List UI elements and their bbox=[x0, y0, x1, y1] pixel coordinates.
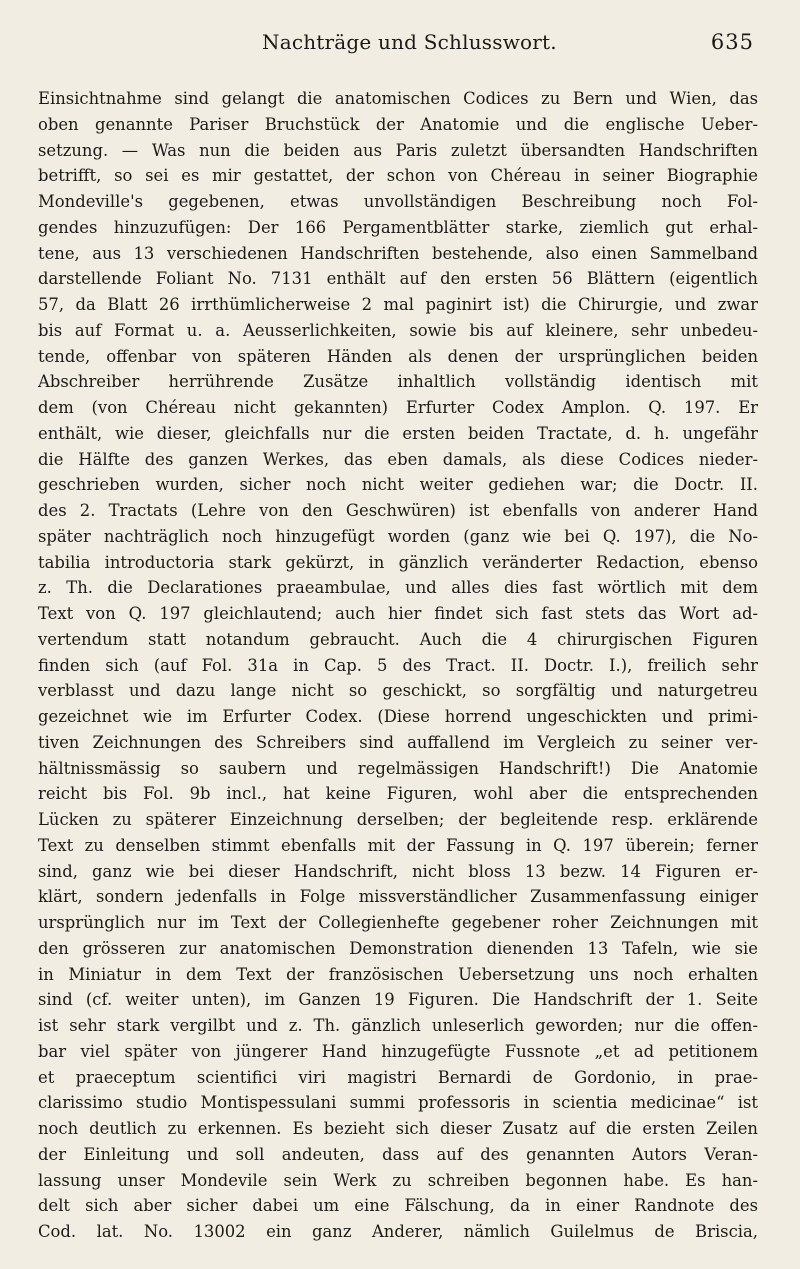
text-line: die Hälfte des ganzen Werkes, das eben damals, als diese Codices nieder- bbox=[38, 449, 758, 469]
text-line: gezeichnet wie im Erfurter Codex. (Diese horrend ungeschickten und primi- bbox=[38, 707, 758, 726]
text-line: oben genannte Pariser Bruchstück der Anatomie und die englische Ueber- bbox=[38, 114, 758, 134]
page-header bbox=[0, 30, 800, 62]
text-line: z. Th. die Declarationes praeambulae, und alles dies fast wörtlich mit dem bbox=[38, 578, 758, 598]
text-line: des 2. Tractats (Lehre von den Geschwüren) ist ebenfalls von anderer Hand bbox=[38, 501, 758, 520]
text-line: in Miniatur in dem Text der französischen Uebersetzung uns noch erhalten bbox=[38, 964, 758, 984]
text-line: tabilia introductoria stark gekürzt, in gänzlich veränderter Redaction, ebenso bbox=[38, 552, 758, 572]
body-text bbox=[38, 86, 758, 1245]
text-line: gendes hinzuzufügen: Der 166 Pergamentblätter starke, ziemlich gut erhal- bbox=[38, 217, 758, 237]
text-line: ist sehr stark vergilbt und z. Th. gänzlich unleserlich geworden; nur die offen- bbox=[38, 1016, 758, 1035]
text-line: clarissimo studio Montispessulani summi professoris in scientia medicinae“ ist bbox=[38, 1093, 758, 1113]
text-line: später nachträglich noch hinzugefügt worden (ganz wie bei Q. 197), die No- bbox=[38, 526, 758, 546]
text-line: reicht bis Fol. 9b incl., hat keine Figuren, wohl aber die entsprechenden bbox=[38, 784, 758, 804]
text-line: tiven Zeichnungen des Schreibers sind auffallend im Vergleich zu seiner ver- bbox=[38, 732, 758, 752]
text-line: lassung unser Mondevile sein Werk zu schreiben begonnen habe. Es han- bbox=[38, 1170, 758, 1190]
text-line: bis auf Format u. a. Aeusserlichkeiten, sowie bis auf kleinere, sehr unbedeu- bbox=[38, 320, 758, 340]
text-line: Abschreiber herrührende Zusätze inhaltlich vollständig identisch mit bbox=[38, 372, 758, 392]
text-line: Mondeville's gegebenen, etwas unvollständigen Beschreibung noch Fol- bbox=[38, 192, 758, 211]
page-number: 635 bbox=[710, 30, 754, 54]
text-line: et praeceptum scientifici viri magistri Bernardi de Gordonio, in prae- bbox=[38, 1067, 758, 1087]
running-title: Nachträge und Schlusswort. bbox=[262, 30, 557, 54]
text-line: vertendum statt notandum gebraucht. Auch die 4 chirurgischen Figuren bbox=[38, 629, 758, 649]
text-line: enthält, wie dieser, gleichfalls nur die ersten beiden Tractate, d. h. ungefähr bbox=[38, 423, 758, 443]
text-line: setzung. — Was nun die beiden aus Paris zuletzt übersandten Handschriften bbox=[38, 140, 758, 160]
text-line: hältnissmässig so saubern und regelmässigen Handschrift!) Die Anatomie bbox=[38, 758, 758, 778]
text-line: sind, ganz wie bei dieser Handschrift, nicht bloss 13 bezw. 14 Figuren er- bbox=[38, 861, 758, 881]
text-line: delt sich aber sicher dabei um eine Fälschung, da in einer Randnote des bbox=[38, 1196, 758, 1216]
text-line: Text zu denselben stimmt ebenfalls mit der Fassung in Q. 197 überein; ferner bbox=[38, 835, 758, 855]
text-line: tene, aus 13 verschiedenen Handschriften bestehende, also einen Sammelband bbox=[38, 243, 758, 263]
text-line: den grösseren zur anatomischen Demonstration dienenden 13 Tafeln, wie sie bbox=[38, 938, 758, 958]
text-line: dem (von Chéreau nicht gekannten) Erfurter Codex Amplon. Q. 197. Er bbox=[38, 398, 758, 417]
text-line: darstellende Foliant No. 7131 enthält auf den ersten 56 Blättern (eigentlich bbox=[38, 269, 758, 289]
text-line: Text von Q. 197 gleichlautend; auch hier findet sich fast stets das Wort ad- bbox=[38, 604, 758, 623]
text-line: betrifft, so sei es mir gestattet, der schon von Chéreau in seiner Biographie bbox=[38, 166, 758, 186]
text-line: geschrieben wurden, sicher noch nicht weiter gediehen war; die Doctr. II. bbox=[38, 475, 758, 495]
text-line: Lücken zu späterer Einzeichnung derselben; der begleitende resp. erklärende bbox=[38, 810, 758, 829]
text-line: noch deutlich zu erkennen. Es bezieht sich dieser Zusatz auf die ersten Zeilen bbox=[38, 1119, 758, 1138]
text-line: 57, da Blatt 26 irrthümlicherweise 2 mal paginirt ist) die Chirurgie, und zwar bbox=[38, 295, 758, 314]
text-line: klärt, sondern jedenfalls in Folge missverständlicher Zusammenfassung einiger bbox=[38, 887, 758, 907]
text-line: finden sich (auf Fol. 31a in Cap. 5 des Tract. II. Doctr. I.), freilich sehr bbox=[38, 655, 758, 675]
text-line: tende, offenbar von späteren Händen als denen der ursprünglichen beiden bbox=[38, 346, 758, 366]
text-line: bar viel später von jüngerer Hand hinzugefügte Fussnote „et ad petitionem bbox=[38, 1041, 758, 1061]
text-line: verblasst und dazu lange nicht so geschickt, so sorgfältig und naturgetreu bbox=[38, 681, 758, 701]
text-line: Cod. lat. No. 13002 ein ganz Anderer, nämlich Guilelmus de Briscia, bbox=[38, 1222, 758, 1241]
text-line: Einsichtnahme sind gelangt die anatomischen Codices zu Bern und Wien, das bbox=[38, 89, 758, 108]
text-line: sind (cf. weiter unten), im Ganzen 19 Figuren. Die Handschrift der 1. Seite bbox=[38, 990, 758, 1010]
text-line: ursprünglich nur im Text der Collegienhefte gegebener roher Zeichnungen mit bbox=[38, 913, 758, 932]
text-line: der Einleitung und soll andeuten, dass auf des genannten Autors Veran- bbox=[38, 1144, 758, 1164]
